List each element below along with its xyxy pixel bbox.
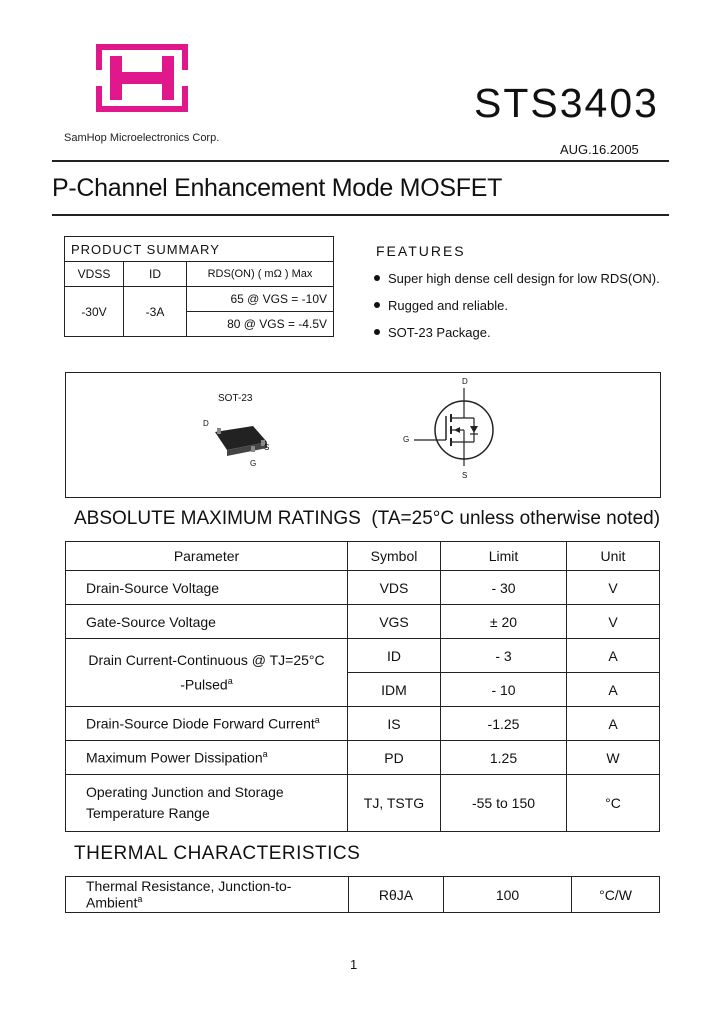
bullet-icon [374,302,380,308]
table-row: Drain Current-Continuous @ TJ=25°C -Pulsed$^a$ ID - 3 A [66,639,660,673]
title-rule [52,214,669,216]
col-parameter: Parameter [66,542,348,571]
abs-max-condition: (TA=25°C unless otherwise noted) [371,508,661,529]
package-label: SOT-23 [218,393,253,404]
abs-max-heading: ABSOLUTE MAXIMUM RATINGS (TA=25°C unless otherwise noted) [74,508,661,529]
product-summary-heading: PRODUCT SUMMARY [65,237,334,262]
pkg-pin-g: G [250,459,257,468]
col-vdss: VDSS [65,262,124,287]
table-row: Operating Junction and Storage Temperature Range TJ, TSTG -55 to 150 °C [66,775,660,832]
bullet-icon [374,275,380,281]
col-id: ID [124,262,187,287]
thermal-heading: THERMAL CHARACTERISTICS [74,843,361,864]
col-unit: Unit [567,542,660,571]
feature-item: SOT-23 Package. [374,324,660,351]
features-heading: FEATURES [376,243,466,259]
features-list [374,270,660,351]
feature-item: Rugged and reliable. [374,297,660,324]
page-number: 1 [350,957,358,972]
rds-value-1: 65 @ VGS = -10V [187,287,334,312]
document-date: AUG.16.2005 [560,142,639,157]
package-box [65,372,661,498]
symbol-pin-s: S [462,471,468,480]
symbol-pin-d: D [462,377,468,386]
samhop-logo [96,44,188,112]
symbol-pin-g: G [403,435,410,444]
table-row: Drain-Source Voltage VDS - 30 V [66,571,660,605]
bullet-icon [374,329,380,335]
header-rule [52,160,669,162]
col-symbol: Symbol [348,542,441,571]
thermal-table [65,876,660,913]
vdss-value: -30V [65,287,124,337]
table-row: Gate-Source Voltage VGS ± 20 V [66,605,660,639]
drain-current-cell: Drain Current-Continuous @ TJ=25°C -Pulsed$^a$ [66,639,348,707]
document-title: P-Channel Enhancement Mode MOSFET [52,174,503,202]
table-row: IDM - 10 A [66,673,660,707]
part-number: STS3403 [474,80,659,126]
company-name: SamHop Microelectronics Corp. [64,132,220,144]
id-value: -3A [124,287,187,337]
table-row: Drain-Source Diode Forward Current$^a$ IS -1.25 A [66,707,660,741]
pkg-pin-d: D [203,419,209,428]
product-summary-table [64,236,334,337]
table-row: Thermal Resistance, Junction-to-Ambient$^a$ RθJA 100 °C/W [66,877,660,913]
col-limit: Limit [441,542,567,571]
p-mosfet-symbol-icon [400,376,520,486]
abs-max-table [65,541,660,832]
feature-item: Super high dense cell design for low RDS(ON). [374,270,660,297]
table-row: Maximum Power Dissipation$^a$ PD 1.25 W [66,741,660,775]
sot23-package-icon [205,420,275,460]
col-rds: RDS(ON) ( mΩ ) Max [187,262,334,287]
rds-value-2: 80 @ VGS = -4.5V [187,312,334,337]
pkg-pin-s: S [264,443,270,452]
